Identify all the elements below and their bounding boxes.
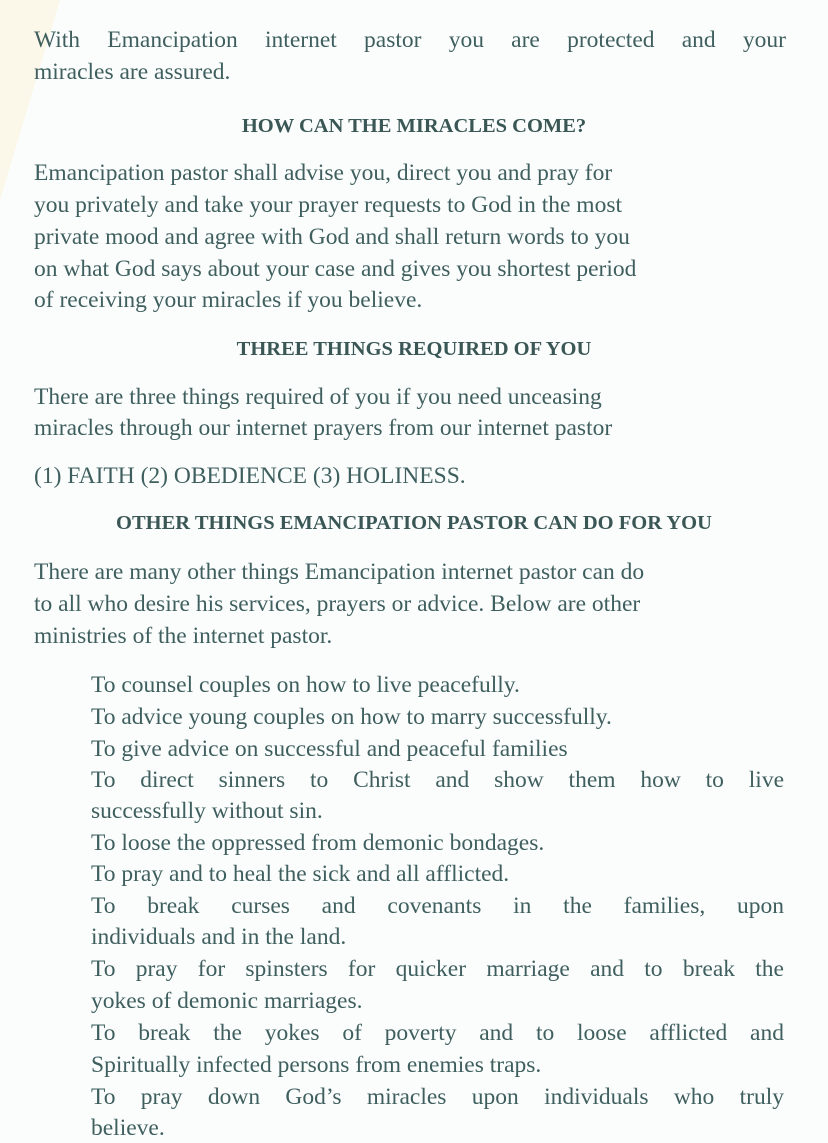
list-item: To give advice on successful and peaceful families	[91, 736, 568, 762]
list-item-continuation: believe.	[91, 1115, 165, 1141]
section-heading: HOW CAN THE MIRACLES COME?	[241, 115, 587, 137]
list-item: To pray for spinsters for quicker marriage and to break the	[91, 956, 784, 982]
paragraph-line: ministries of the internet pastor.	[34, 623, 333, 649]
paragraph-line: of receiving your miracles if you believe.	[34, 287, 423, 313]
paragraph-line: miracles through our internet prayers from our internet pastor	[34, 415, 613, 441]
list-item: To counsel couples on how to live peacefully.	[91, 672, 520, 698]
intro-line: miracles are assured.	[34, 59, 231, 85]
list-item: To break the yokes of poverty and to loose afflicted and	[91, 1020, 784, 1046]
paragraph-line: private mood and agree with God and shall return words to you	[34, 224, 630, 250]
paragraph-line: Emancipation pastor shall advise you, direct you and pray for	[34, 160, 613, 186]
section-heading: THREE THINGS REQUIRED OF YOU	[236, 338, 592, 360]
list-item: To direct sinners to Christ and show them how to live	[91, 767, 784, 793]
list-item: To loose the oppressed from demonic bondages.	[91, 830, 545, 856]
list-item: To pray down God’s miracles upon individuals who truly	[91, 1084, 784, 1110]
paragraph-line: to all who desire his services, prayers or advice. Below are other	[34, 591, 641, 617]
paragraph-line: There are three things required of you if you need unceasing	[34, 384, 602, 410]
intro-line: With Emancipation internet pastor you are protected and your	[34, 27, 786, 53]
list-item-continuation: successfully without sin.	[91, 798, 323, 824]
requirements-line: (1) FAITH (2) OBEDIENCE (3) HOLINESS.	[34, 463, 466, 489]
paragraph-line: There are many other things Emancipation internet pastor can do	[34, 559, 645, 585]
list-item-continuation: yokes of demonic marriages.	[91, 988, 363, 1014]
list-item: To pray and to heal the sick and all afflicted.	[91, 861, 510, 887]
list-item-continuation: Spiritually infected persons from enemies traps.	[91, 1052, 542, 1078]
list-item: To break curses and covenants in the families, upon	[91, 893, 784, 919]
list-item: To advice young couples on how to marry successfully.	[91, 704, 612, 730]
section-heading: OTHER THINGS EMANCIPATION PASTOR CAN DO FOR YOU	[116, 512, 712, 534]
paragraph-line: on what God says about your case and gives you shortest period	[34, 256, 637, 282]
list-item-continuation: individuals and in the land.	[91, 924, 347, 950]
paragraph-line: you privately and take your prayer requests to God in the most	[34, 192, 623, 218]
